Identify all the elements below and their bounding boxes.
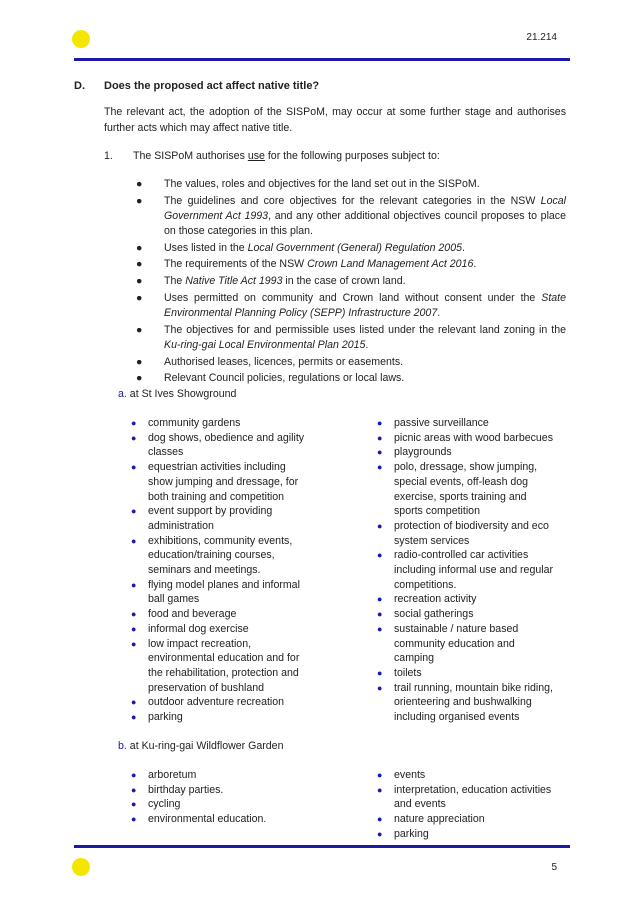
subsection-b-right-list — [377, 768, 557, 842]
use-item: ● community gardens — [131, 417, 241, 429]
bullet-icon: ● — [136, 355, 143, 368]
footer-logo-dot — [72, 858, 90, 876]
section-intro: The relevant act, the adoption of the SISPoM, may occur at some further stage and authorises further acts which may affect native title. — [104, 106, 566, 134]
bullet-icon: ● — [136, 258, 143, 271]
bullet-icon: ● — [136, 323, 143, 336]
bullet-icon: ● — [377, 682, 383, 693]
use-item: ● trail running, mountain bike riding, orienteering and bushwalking including organised events — [377, 681, 553, 724]
bullet-icon: ● — [131, 814, 137, 825]
footer-rule — [74, 845, 570, 848]
bullet-icon: ● — [131, 784, 137, 795]
subsection-a-left-list — [131, 416, 311, 725]
bullet-icon: ● — [131, 432, 137, 443]
use-item: ● polo, dressage, show jumping, special events, off-leash dog exercise, sports training and sports competition — [377, 461, 538, 518]
use-item: ● arboretum — [131, 769, 197, 781]
header-logo-dot — [72, 30, 90, 48]
subsection-a-title: at St Ives Showground — [129, 388, 237, 400]
item-text: The SISPoM authorises use for the following purposes subject to: — [133, 150, 440, 162]
bullet-icon: ● — [377, 594, 383, 605]
use-item: ● events — [377, 769, 426, 781]
bullet-icon: ● — [377, 418, 383, 428]
subsection-a-letter: a. — [118, 388, 127, 400]
use-item: ● parking — [377, 827, 429, 840]
use-item: ● recreation activity — [377, 593, 477, 606]
bullet-icon: ● — [377, 550, 383, 561]
use-item: ● playgrounds — [377, 446, 452, 459]
bullet-icon: ● — [377, 814, 383, 825]
bullet-icon: ● — [377, 667, 383, 678]
bullet-icon: ● — [131, 799, 137, 810]
subsection-b-letter: b. — [118, 740, 127, 752]
bullet-icon: ● — [131, 418, 137, 428]
bullet-icon: ● — [136, 275, 143, 288]
use-item: ● protection of biodiversity and eco system services — [377, 519, 549, 547]
bullet-icon: ● — [377, 432, 383, 443]
bullet-icon: ● — [377, 623, 383, 634]
use-item: ● interpretation, education activities and events — [377, 783, 552, 811]
use-item: ● food and beverage — [131, 608, 237, 621]
bullet-icon: ● — [131, 609, 137, 620]
bullet-icon: ● — [377, 828, 383, 839]
bullet-icon: ● — [377, 770, 383, 780]
bullet-icon: ● — [377, 520, 383, 531]
bullet-icon: ● — [136, 291, 143, 304]
condition-item: ● The requirements of the NSW Crown Land Management Act 2016. — [136, 258, 477, 271]
subsection-b-left-list — [131, 768, 311, 827]
conditions-list — [136, 177, 566, 388]
condition-item: ● Uses listed in the Local Government (General) Regulation 2005. — [136, 241, 465, 254]
bullet-icon: ● — [131, 623, 137, 634]
use-item: ● outdoor adventure recreation — [131, 696, 285, 709]
use-item: ● exhibitions, community events, education/training courses, seminars and meetings. — [131, 534, 293, 577]
section-letter: D. — [74, 80, 85, 92]
bullet-icon: ● — [131, 712, 137, 723]
use-item: ● sustainable / nature based community education and camping — [377, 622, 519, 665]
page-number: 5 — [551, 862, 557, 873]
bullet-icon: ● — [131, 535, 137, 546]
bullet-icon: ● — [136, 178, 143, 190]
use-item: ● flying model planes and informal ball games — [131, 578, 300, 606]
use-item: ● cycling — [131, 798, 181, 811]
item-number: 1. — [104, 150, 113, 162]
bullet-icon: ● — [131, 506, 137, 517]
use-item: ● environmental education. — [131, 813, 267, 826]
subsection-b-heading — [118, 740, 283, 752]
document-number: 21.214 — [526, 32, 557, 43]
condition-item: ● The values, roles and objectives for the land set out in the SISPoM. — [136, 178, 480, 190]
use-item: ● picnic areas with wood barbecues — [377, 431, 553, 444]
bullet-icon: ● — [136, 194, 143, 207]
use-item: ● radio-controlled car activities including informal use and regular competitions. — [377, 549, 553, 591]
use-item: ● birthday parties. — [131, 783, 224, 796]
bullet-icon: ● — [131, 462, 137, 473]
use-item: ● passive surveillance — [377, 417, 489, 429]
bullet-icon: ● — [131, 638, 137, 649]
use-item: ● dog shows, obedience and agility classes — [131, 431, 305, 459]
subsection-a-right-list — [377, 416, 557, 725]
bullet-icon: ● — [131, 697, 137, 708]
use-item: ● nature appreciation — [377, 813, 485, 826]
condition-item: ● The guidelines and core objectives for the relevant categories in the NSW Local Government Act 1993, and any other additional objectives council proposes to place on those categories in this plan. — [136, 194, 567, 237]
bullet-icon: ● — [377, 784, 383, 795]
condition-item: ● Relevant Council policies, regulations or local laws. — [136, 372, 405, 385]
condition-item: ● Uses permitted on community and Crown land without consent under the State Environmental Planning Policy (SEPP) Infrastructure 2007. — [136, 291, 566, 319]
use-item: ● equestrian activities including show jumping and dressage, for both training and competition — [131, 461, 299, 503]
use-item: ● informal dog exercise — [131, 622, 249, 635]
bullet-icon: ● — [136, 241, 143, 254]
condition-item: ● The objectives for and permissible uses listed under the relevant land zoning in the Ku-ring-gai Local Environmental Plan 2015. — [136, 323, 566, 351]
subsection-b-title: at Ku-ring-gai Wildflower Garden — [129, 740, 284, 752]
bullet-icon: ● — [377, 462, 383, 473]
use-item: ● parking — [131, 711, 183, 724]
condition-item: ● Authorised leases, licences, permits or easements. — [136, 355, 404, 368]
bullet-icon: ● — [131, 579, 137, 590]
use-item: ● event support by providing administration — [131, 505, 273, 532]
header-rule — [74, 58, 570, 61]
use-item: ● social gatherings — [377, 608, 474, 621]
section-title: Does the proposed act affect native title? — [104, 80, 320, 92]
condition-item: ● The Native Title Act 1993 in the case of crown land. — [136, 275, 406, 288]
use-item: ● low impact recreation, environmental education and for the rehabilitation, protection and preservation of bushland — [131, 637, 300, 694]
subsection-a-heading — [118, 388, 236, 400]
use-item: ● toilets — [377, 666, 422, 679]
bullet-icon: ● — [131, 770, 137, 780]
bullet-icon: ● — [377, 447, 383, 458]
bullet-icon: ● — [136, 372, 143, 385]
bullet-icon: ● — [377, 609, 383, 620]
